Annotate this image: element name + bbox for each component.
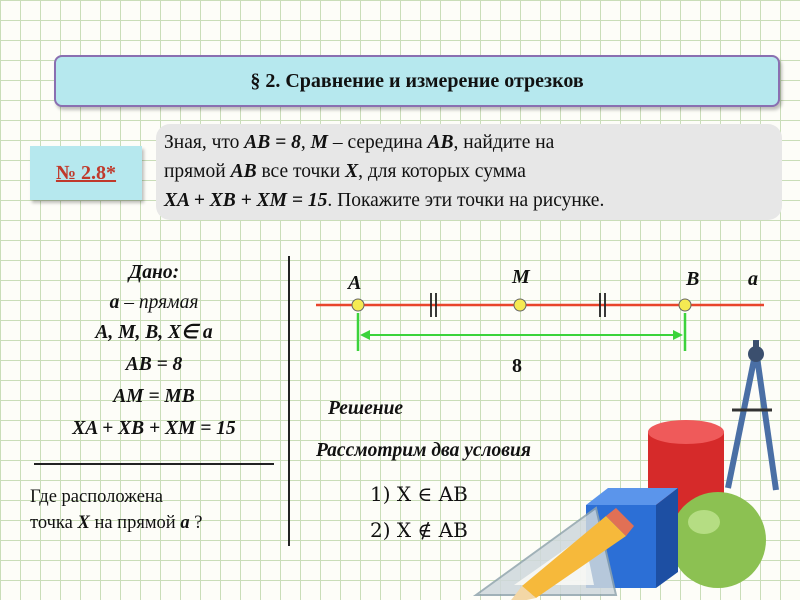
given-header: Дано: [128, 262, 180, 283]
point-a [352, 299, 364, 311]
problem-number-badge [30, 146, 142, 200]
task-formula: M [310, 132, 328, 153]
task-text: . Покажите эти точки на рисунке. [327, 190, 605, 211]
question-var: X [77, 513, 90, 533]
question-var: a [180, 513, 190, 533]
question-text: ? [189, 513, 203, 533]
slide-title-text: § 2. Сравнение и измерение отрезков [250, 69, 584, 92]
task-text: , [300, 132, 311, 153]
task-text: Зная, что [164, 132, 245, 153]
question [30, 484, 202, 536]
task-text: , для которых сумма [358, 161, 526, 182]
question-text: на прямой [89, 513, 181, 533]
geometry-shapes-illustration [466, 340, 800, 600]
problem-number-text: № 2.8* [55, 161, 117, 184]
label-line-a: a [748, 268, 758, 290]
label-a: A [348, 272, 362, 294]
task-formula: XA + XB + XM = 15 [164, 190, 328, 211]
measure-arrow-right [673, 330, 683, 340]
question-text: точка [30, 513, 78, 533]
condition-2: 2) X ∉ AB [370, 518, 468, 542]
label-m: M [512, 266, 530, 288]
point-m [514, 299, 526, 311]
task-text: , найдите на [453, 132, 555, 153]
given-line-4: AM = MB [113, 386, 195, 407]
task-text: – середина [328, 132, 428, 153]
task-formula: AB [427, 132, 454, 153]
compass-icon [728, 340, 776, 490]
question-line-1: Где расположена [30, 487, 164, 507]
task-line-2 [164, 157, 782, 186]
task-line-3 [164, 186, 782, 215]
task-formula: X [345, 161, 359, 182]
task-formula: AB = 8 [244, 132, 301, 153]
question-line-2 [30, 510, 202, 536]
given-line-3: AB = 8 [125, 354, 183, 375]
sphere-icon [670, 492, 766, 588]
task-formula: AB [230, 161, 257, 182]
given-line-5: XA + XB + XM = 15 [72, 418, 236, 439]
task-statement [156, 124, 782, 220]
point-b [679, 299, 691, 311]
vertical-divider [288, 256, 290, 546]
task-line-1 [164, 128, 782, 157]
length-label: 8 [512, 355, 522, 375]
condition-1: 1) X ∈ AB [370, 482, 468, 506]
given-underline [34, 463, 274, 465]
given-line-2: A, M, B, X∈ a [95, 322, 213, 343]
task-text: все точки [256, 161, 346, 182]
task-text: прямой [164, 161, 231, 182]
solution-header: Решение [328, 398, 404, 419]
label-b: B [686, 268, 700, 290]
measure-arrow-left [360, 330, 370, 340]
slide-title [54, 55, 780, 107]
sphere-highlight [688, 510, 720, 534]
given-line-1: a – прямая [109, 292, 199, 313]
solution-subheader: Рассмотрим два условия [316, 440, 531, 461]
